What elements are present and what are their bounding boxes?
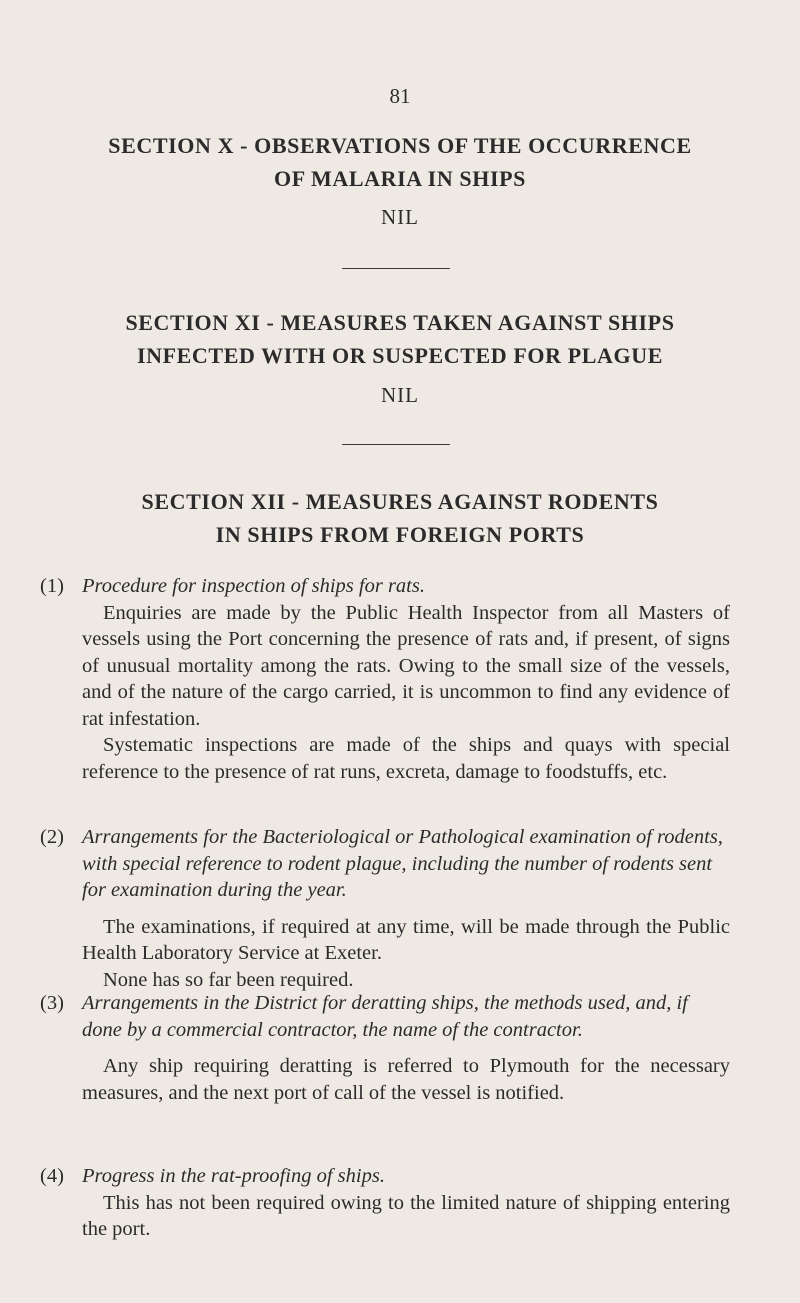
section-11-title-line-2: INFECTED WITH OR SUSPECTED FOR PLAGUE — [136, 343, 664, 368]
item-title: Procedure for inspection of ships for rats. — [82, 575, 425, 597]
item-paragraph: Enquiries are made by the Public Health Inspector from all Masters of vessels using the Port concerning the presence of rats and, if present, of signs of unusual mortality among the rats. Owing to the small size of the vessels, and of the nature of the cargo carried, it is uncommon to find any evidence of rat infestation. — [82, 601, 730, 730]
item-paragraph: None has so far been required. — [103, 968, 354, 991]
item-1 — [40, 573, 730, 785]
section-11-nil: NIL — [381, 383, 419, 407]
item-number: (3) — [40, 992, 64, 1014]
item-paragraph: Any ship requiring deratting is referred to Plymouth for the necessary measures, and the next port of call of the vessel is notified. — [82, 1055, 730, 1104]
item-2 — [40, 824, 730, 993]
section-12-title-line-1: SECTION XII - MEASURES AGAINST RODENTS — [141, 489, 659, 514]
item-title: Progress in the rat-proofing of ships. — [82, 1165, 385, 1187]
section-divider — [342, 268, 450, 269]
section-10-heading — [60, 129, 740, 195]
section-11-title-line-1: SECTION XI - MEASURES TAKEN AGAINST SHIPS — [125, 310, 675, 335]
item-paragraph: The examinations, if required at any time, will be made through the Public Health Laboratory Service at Exeter. — [82, 915, 730, 964]
section-10-title-line-1: SECTION X - OBSERVATIONS OF THE OCCURRENCE — [108, 133, 692, 158]
section-11-heading — [60, 306, 740, 372]
item-number: (4) — [40, 1165, 64, 1187]
item-title: Arrangements in the District for deratting ships, the methods used, and, if done by a commercial contractor, the name of the contractor. — [82, 992, 688, 1041]
item-paragraph: Systematic inspections are made of the ships and quays with special reference to the presence of rat runs, excreta, damage to foodstuffs, etc. — [82, 734, 730, 783]
section-12-heading — [60, 485, 740, 551]
item-paragraph: This has not been required owing to the limited nature of shipping entering the port. — [82, 1191, 730, 1240]
item-title: Arrangements for the Bacteriological or Pathological examination of rodents, with special reference to rodent plague, including the number of rodents sent for examination during the year. — [82, 826, 723, 901]
section-12-title-line-2: IN SHIPS FROM FOREIGN PORTS — [215, 522, 585, 547]
item-3 — [40, 990, 730, 1106]
section-10-title-line-2: OF MALARIA IN SHIPS — [273, 166, 526, 191]
page-number: 81 — [389, 84, 411, 108]
item-number: (2) — [40, 826, 64, 848]
section-10-nil: NIL — [381, 205, 419, 229]
section-divider — [342, 444, 450, 445]
item-number: (1) — [40, 575, 64, 597]
item-4 — [40, 1163, 730, 1243]
